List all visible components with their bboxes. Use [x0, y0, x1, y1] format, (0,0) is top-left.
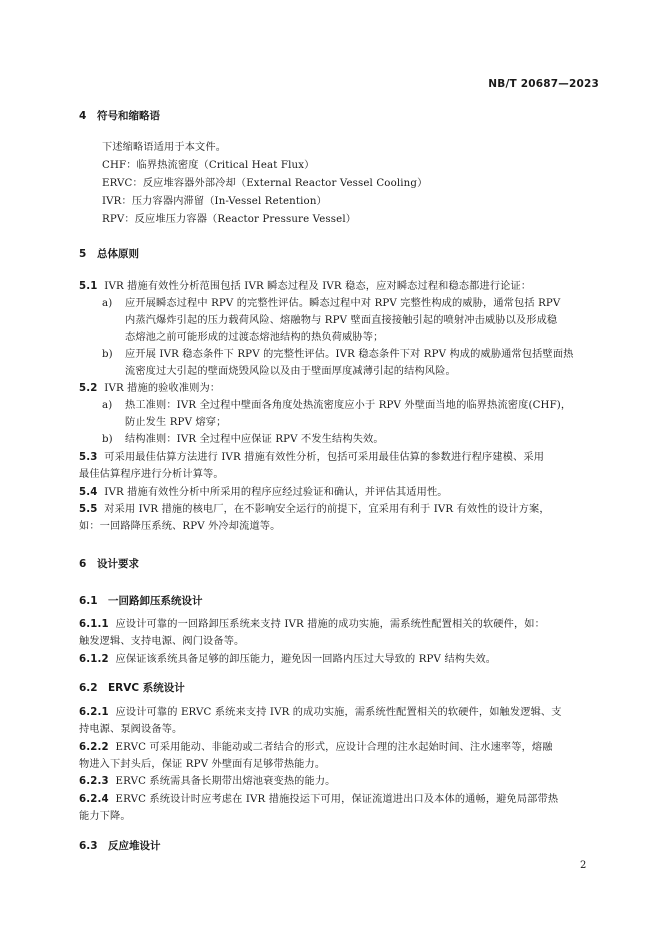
clause-number: 5.2 — [79, 383, 98, 394]
list-marker: a) — [102, 298, 113, 309]
abbr-item: RPV：反应堆压力容器（Reactor Pressure Vessel） — [102, 214, 357, 225]
section-5-heading — [79, 246, 139, 261]
clause-5-4 — [79, 486, 448, 500]
clause-text: 如：一回路降压系统、RPV 外冷却流道等。 — [79, 521, 281, 532]
clause-number: 5.1 — [79, 281, 98, 292]
clause-text: 可采用最佳估算方法进行 IVR 措施有效性分析，包括可采用最佳估算的参数进行程序建模、采用 — [104, 452, 545, 463]
list-marker: a) — [102, 400, 113, 411]
clause-text: 能力下降。 — [79, 811, 131, 822]
clause-number: 6.1.2 — [79, 654, 109, 665]
list-text: 流密度过大引起的壁面烧毁风险以及由于壁面厚度减薄引起的结构风险。 — [125, 366, 456, 377]
list-text: 态熔池之前可能形成的过渡态熔池结构的热负荷威胁等； — [125, 332, 384, 343]
clause-number: 5.5 — [79, 504, 98, 515]
list-text: 内蒸汽爆炸引起的压力载荷风险、熔融物与 RPV 壁面直接接触引起的喷射冲击威胁以及形成稳 — [125, 315, 558, 326]
clause-number: 6.2.4 — [79, 794, 109, 805]
clause-text: 最佳估算程序进行分析计算等。 — [79, 469, 224, 480]
clause-text: ERVC 系统设计时应考虑在 IVR 措施投运下可用，保证流道进出口及本体的通畅，避免局部带热 — [115, 794, 559, 805]
subsection-title: 一回路卸压系统设计 — [108, 595, 203, 607]
page-number: 2 — [580, 860, 587, 871]
clause-number: 6.2.1 — [79, 707, 109, 718]
subsection-number: 6.3 — [79, 840, 98, 852]
abbr-item: ERVC：反应堆容器外部冷却（External Reactor Vessel Cooling） — [102, 178, 428, 189]
clause-text: IVR 措施的验收准则为： — [104, 383, 221, 394]
document-code: NB/T 20687—2023 — [488, 78, 599, 90]
clause-text: 对采用 IVR 措施的核电厂，在不影响安全运行的前提下，宜采用有利于 IVR 有效性的设计方案， — [104, 504, 550, 515]
abbr-item: IVR：压力容器内滞留（In-Vessel Retention） — [102, 196, 327, 207]
list-text: 防止发生 RPV 熔穿； — [125, 417, 227, 428]
clause-6-2-1 — [79, 706, 562, 720]
list-text: 结构准则：IVR 全过程中应保证 RPV 不发生结构失效。 — [125, 434, 384, 445]
clause-text: 应设计可靠的 ERVC 系统来支持 IVR 的成功实施，需系统性配置相关的软硬件，如触发逻辑、支 — [115, 707, 562, 718]
subsection-number: 6.1 — [79, 595, 98, 607]
subsection-title: 反应堆设计 — [108, 840, 161, 852]
list-text: 应开展 IVR 稳态条件下 RPV 的完整性评估。IVR 稳态条件下对 RPV 构成的威胁通常包括壁面热 — [125, 349, 574, 360]
clause-6-1-1 — [79, 618, 545, 632]
clause-text: IVR 措施有效性分析范围包括 IVR 瞬态过程及 IVR 稳态，应对瞬态过程和稳态都进行论证： — [104, 281, 532, 292]
section-6-heading — [79, 556, 139, 571]
clause-text: IVR 措施有效性分析中所采用的程序应经过验证和确认，并评估其适用性。 — [104, 487, 448, 498]
section-number: 5 — [79, 248, 87, 260]
list-text: 热工准则：IVR 全过程中壁面各角度处热流密度应小于 RPV 外壁面当地的临界热流密度(CHF)， — [125, 400, 572, 411]
clause-5-2 — [79, 382, 220, 396]
clause-text: 应设计可靠的一回路卸压系统来支持 IVR 措施的成功实施，需系统性配置相关的软硬件，如： — [115, 619, 545, 630]
clause-text: 持电源、泵阀设备等。 — [79, 724, 183, 735]
clause-number: 6.2.3 — [79, 776, 109, 787]
clause-6-2-3 — [79, 775, 336, 789]
section-title: 总体原则 — [97, 248, 139, 260]
clause-5-1 — [79, 280, 531, 294]
clause-text: 应保证该系统具备足够的卸压能力，避免因一回路内压过大导致的 RPV 结构失效。 — [115, 654, 497, 665]
subsection-number: 6.2 — [79, 682, 98, 694]
abbr-item: CHF：临界热流密度（Critical Heat Flux） — [102, 160, 315, 171]
section-4-heading — [79, 108, 160, 123]
clause-number: 5.3 — [79, 452, 98, 463]
abbr-intro: 下述缩略语适用于本文件。 — [102, 142, 227, 153]
subsection-6-2-heading — [79, 680, 185, 695]
clause-6-2-2 — [79, 741, 553, 755]
subsection-title: ERVC 系统设计 — [108, 682, 185, 694]
clause-5-3 — [79, 451, 544, 465]
subsection-6-3-heading — [79, 838, 161, 853]
section-title: 符号和缩略语 — [97, 110, 160, 122]
clause-number: 6.1.1 — [79, 619, 109, 630]
clause-6-2-4 — [79, 793, 558, 807]
clause-text: ERVC 可采用能动、非能动或二者结合的形式，应设计合理的注水起始时间、注水速率等，熔融 — [115, 742, 553, 753]
clause-6-1-2 — [79, 653, 496, 667]
clause-number: 5.4 — [79, 487, 98, 498]
list-marker: b) — [102, 434, 113, 445]
clause-text: 触发逻辑、支持电源、阀门设备等。 — [79, 636, 245, 647]
section-title: 设计要求 — [97, 558, 139, 570]
section-number: 4 — [79, 110, 87, 122]
clause-5-5 — [79, 503, 550, 517]
clause-number: 6.2.2 — [79, 742, 109, 753]
list-marker: b) — [102, 349, 113, 360]
clause-text: ERVC 系统需具备长期带出熔池衰变热的能力。 — [115, 776, 336, 787]
section-number: 6 — [79, 558, 87, 570]
clause-text: 物进入下封头后，保证 RPV 外壁面有足够带热能力。 — [79, 759, 326, 770]
list-text: 应开展瞬态过程中 RPV 的完整性评估。瞬态过程中对 RPV 完整性构成的威胁，通常包括 RPV — [125, 298, 561, 309]
subsection-6-1-heading — [79, 593, 203, 608]
